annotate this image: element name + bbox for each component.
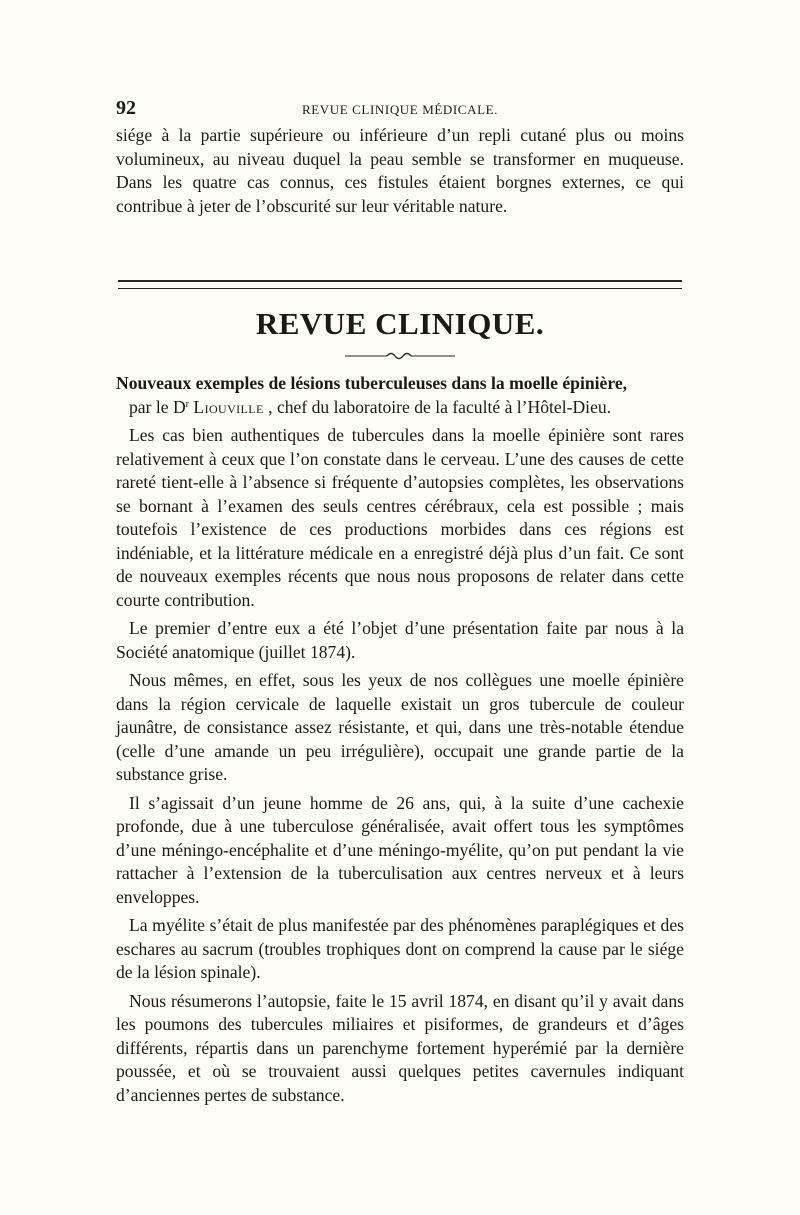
page-header: [116, 97, 684, 119]
title-ornament: [116, 350, 684, 362]
section-divider: [118, 280, 682, 289]
section-title: REVUE CLINIQUE.: [255, 306, 545, 341]
article-byline: [116, 396, 684, 420]
paragraph-1: Les cas bien authentiques de tubercules dans la moelle épinière sont rares relativement à ceux que l’on constate dans le cerveau. L’une des causes de cette rareté tient-elle à l’absence si fréquente d’autopsies complètes, les observations se bornant à l’examen des seuls centres cérébraux, cela est possible ; mais toutefois l’existence de ces productions morbides dans ces régions est indéniable, et la littérature médicale en a enregistré déjà plus d’un fait. Ce sont de nouveaux exemples récents que nous nous proposons de relater dans cette courte contribution.: [116, 425, 684, 610]
paragraph-2: Le premier d’entre eux a été l’objet d’une présentation faite par nous à la Société anatomique (juillet 1874).: [116, 618, 684, 662]
continuation-block: [116, 124, 684, 218]
byline-prefix: par le D: [129, 396, 186, 417]
paragraph-4: Il s’agissait d’un jeune homme de 26 ans, qui, à la suite d’une cachexie profonde, due à une tuberculose généralisée, avait offert tous les symptômes d’une méningo-encéphalite et d’une méningo-myélite, qu’on put pendant la vie rattacher à l’extension de la tuberculisation aux centres nerveux et à leurs enveloppes.: [116, 792, 684, 907]
article: [116, 372, 684, 1107]
continuation-paragraph: siége à la partie supérieure ou inférieure d’un repli cutané plus ou moins volumineux, au niveau duquel la peau semble se transformer en muqueuse. Dans les quatre cas connus, ces fistules étaient borgnes externes, ce qui contribue à jeter de l’obscurité sur leur véritable nature.: [116, 125, 684, 216]
page-number: 92: [116, 97, 136, 119]
paragraph-5: La myélite s’était de plus manifestée par des phénomènes paraplégiques et des eschares au sacrum (troubles trophiques dont on comprend la cause par le siége de la lésion spinale).: [116, 915, 684, 982]
byline-suffix: , chef du laboratoire de la faculté à l’Hôtel-Dieu.: [268, 396, 612, 417]
byline-sup: r: [185, 398, 190, 410]
running-head: REVUE CLINIQUE MÉDICALE.: [301, 102, 498, 117]
article-title: Nouveaux exemples de lésions tuberculeuses dans la moelle épinière,: [116, 373, 628, 393]
byline-author: Liouville: [193, 396, 264, 417]
paragraph-3: Nous mêmes, en effet, sous les yeux de nos collègues une moelle épinière dans la région cervicale de laquelle existait un gros tubercule de couleur jaunâtre, de consistance assez résistante, et qui, dans une très-notable étendue (celle d’une amande un peu irrégulière), occupait une grande partie de la substance grise.: [116, 670, 684, 784]
paragraph-6: Nous résumerons l’autopsie, faite le 15 avril 1874, en disant qu’il y avait dans les poumons des tubercules miliaires et pisiformes, de grandeurs et d’âges différents, répartis dans un parenchyme fortement hyperémié par la dernière poussée, et où se trouvaient aussi quelques petites cavernules indiquant d’anciennes pertes de substance.: [116, 990, 684, 1105]
